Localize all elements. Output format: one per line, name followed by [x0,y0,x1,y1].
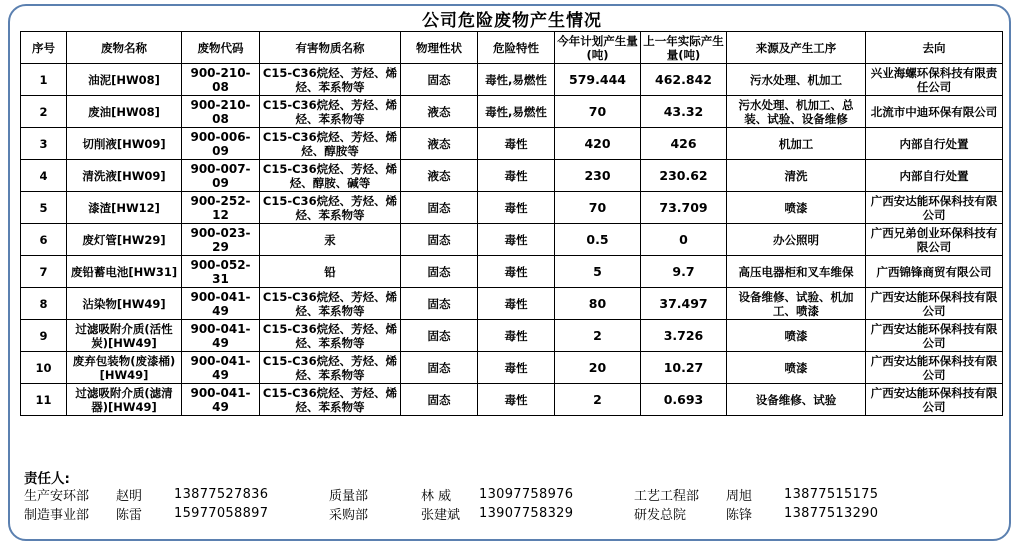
col-header: 废物代码 [182,32,260,64]
table-row [21,352,1003,384]
page-title: 公司危险废物产生情况 [422,11,602,31]
cell-plan: 2 [555,384,641,416]
cell-waste-code: 900-041-49 [182,384,260,416]
cell-property: 毒性 [478,352,555,384]
table-row [21,288,1003,320]
responsible-phone: 13877515175 [784,487,879,502]
col-header: 物理性状 [401,32,478,64]
cell-property: 毒性 [478,384,555,416]
cell-hazard: C15-C36烷烃、芳烃、烯烃、苯系物等 [260,288,401,320]
cell-hazard: 铅 [260,256,401,288]
cell-source: 喷漆 [727,192,866,224]
cell-last-year: 230.62 [641,160,727,192]
table-row [21,384,1003,416]
cell-property: 毒性 [478,224,555,256]
responsible-dept: 工艺工程部 [634,489,700,504]
responsible-row [24,504,1004,523]
cell-last-year: 43.32 [641,96,727,128]
cell-plan: 70 [555,96,641,128]
cell-waste-code: 900-210-08 [182,96,260,128]
cell-plan: 70 [555,192,641,224]
cell-destination: 广西兄弟创业环保科技有限公司 [866,224,1003,256]
cell-waste-name: 废油[HW08] [67,96,182,128]
cell-waste-name: 清洗液[HW09] [67,160,182,192]
cell-plan: 230 [555,160,641,192]
cell-state: 固态 [401,384,478,416]
cell-plan: 2 [555,320,641,352]
cell-hazard: C15-C36烷烃、芳烃、烯烃、苯系物等 [260,352,401,384]
cell-property: 毒性,易燃性 [478,64,555,96]
responsible-name: 赵明 [116,489,143,504]
cell-property: 毒性 [478,256,555,288]
cell-no: 1 [21,64,67,96]
cell-hazard: C15-C36烷烃、芳烃、烯烃、苯系物等 [260,192,401,224]
cell-destination: 北流市中迪环保有限公司 [866,96,1003,128]
col-header: 废物名称 [67,32,182,64]
cell-no: 8 [21,288,67,320]
cell-waste-code: 900-210-08 [182,64,260,96]
cell-destination: 广西安达能环保科技有限公司 [866,384,1003,416]
responsible-dept: 质量部 [329,489,369,504]
responsible-name: 周旭 [726,489,753,504]
cell-waste-name: 废灯管[HW29] [67,224,182,256]
cell-source: 喷漆 [727,352,866,384]
cell-source: 设备维修、试验、机加工、喷漆 [727,288,866,320]
cell-waste-code: 900-252-12 [182,192,260,224]
cell-source: 喷漆 [727,320,866,352]
cell-waste-code: 900-052-31 [182,256,260,288]
responsible-name: 陈锋 [726,508,753,523]
cell-source: 污水处理、机加工 [727,64,866,96]
responsible-phone: 15977058897 [174,506,269,521]
cell-plan: 420 [555,128,641,160]
cell-waste-code: 900-041-49 [182,320,260,352]
cell-hazard: C15-C36烷烃、芳烃、烯烃、苯系物等 [260,64,401,96]
col-header: 序号 [21,32,67,64]
responsible-phone: 13877527836 [174,487,269,502]
col-header: 有害物质名称 [260,32,401,64]
responsible-heading: 责任人: [24,471,70,487]
responsible-dept: 采购部 [329,508,369,523]
cell-no: 5 [21,192,67,224]
cell-destination: 兴业海螺环保科技有限责任公司 [866,64,1003,96]
cell-no: 10 [21,352,67,384]
cell-waste-name: 漆渣[HW12] [67,192,182,224]
cell-last-year: 0 [641,224,727,256]
cell-last-year: 462.842 [641,64,727,96]
cell-destination: 广西锦锋商贸有限公司 [866,256,1003,288]
cell-plan: 579.444 [555,64,641,96]
cell-waste-name: 废弃包装物(废漆桶)[HW49] [67,352,182,384]
cell-no: 6 [21,224,67,256]
cell-plan: 5 [555,256,641,288]
cell-waste-code: 900-041-49 [182,288,260,320]
cell-state: 固态 [401,288,478,320]
table-row [21,160,1003,192]
cell-property: 毒性 [478,160,555,192]
cell-hazard: C15-C36烷烃、芳烃、烯烃、醇胺等 [260,128,401,160]
cell-property: 毒性 [478,320,555,352]
cell-waste-code: 900-007-09 [182,160,260,192]
cell-no: 9 [21,320,67,352]
cell-state: 液态 [401,96,478,128]
cell-waste-name: 过滤吸附介质(滤清器)[HW49] [67,384,182,416]
cell-source: 办公照明 [727,224,866,256]
cell-destination: 广西安达能环保科技有限公司 [866,192,1003,224]
table-row [21,96,1003,128]
col-header: 今年计划产生量(吨) [555,32,641,64]
table-row [21,64,1003,96]
cell-state: 固态 [401,352,478,384]
cell-source: 清洗 [727,160,866,192]
responsible-dept: 生产安环部 [24,489,90,504]
cell-property: 毒性 [478,288,555,320]
cell-state: 液态 [401,128,478,160]
cell-waste-code: 900-023-29 [182,224,260,256]
cell-state: 固态 [401,64,478,96]
cell-source: 高压电器柜和叉车维保 [727,256,866,288]
cell-property: 毒性,易燃性 [478,96,555,128]
cell-waste-code: 900-006-09 [182,128,260,160]
responsible-section [24,467,1004,523]
cell-last-year: 3.726 [641,320,727,352]
col-header: 上一年实际产生量(吨) [641,32,727,64]
responsible-name: 林 威 [421,489,452,504]
cell-hazard: C15-C36烷烃、芳烃、烯烃、苯系物等 [260,384,401,416]
table-row [21,128,1003,160]
responsible-phone: 13907758329 [479,506,574,521]
cell-state: 固态 [401,224,478,256]
cell-source: 机加工 [727,128,866,160]
responsible-name: 陈雷 [116,508,143,523]
cell-destination: 广西安达能环保科技有限公司 [866,320,1003,352]
cell-no: 7 [21,256,67,288]
responsible-dept: 研发总院 [634,508,687,523]
cell-destination: 内部自行处置 [866,160,1003,192]
cell-property: 毒性 [478,192,555,224]
table-row [21,224,1003,256]
cell-last-year: 73.709 [641,192,727,224]
cell-source: 污水处理、机加工、总装、试验、设备维修 [727,96,866,128]
cell-no: 3 [21,128,67,160]
responsible-row [24,485,1004,504]
cell-source: 设备维修、试验 [727,384,866,416]
cell-destination: 广西安达能环保科技有限公司 [866,288,1003,320]
table-row [21,320,1003,352]
cell-no: 4 [21,160,67,192]
cell-waste-name: 沾染物[HW49] [67,288,182,320]
cell-hazard: C15-C36烷烃、芳烃、烯烃、苯系物等 [260,320,401,352]
cell-last-year: 10.27 [641,352,727,384]
cell-last-year: 426 [641,128,727,160]
cell-waste-name: 废铅蓄电池[HW31] [67,256,182,288]
waste-table [20,31,1003,416]
table-row [21,192,1003,224]
cell-last-year: 0.693 [641,384,727,416]
cell-waste-name: 切削液[HW09] [67,128,182,160]
responsible-phone: 13097758976 [479,487,574,502]
cell-hazard: C15-C36烷烃、芳烃、烯烃、苯系物等 [260,96,401,128]
cell-hazard: C15-C36烷烃、芳烃、烯烃、醇胺、碱等 [260,160,401,192]
cell-state: 固态 [401,320,478,352]
cell-plan: 0.5 [555,224,641,256]
table-row [21,256,1003,288]
cell-property: 毒性 [478,128,555,160]
cell-plan: 20 [555,352,641,384]
responsible-phone: 13877513290 [784,506,879,521]
cell-last-year: 37.497 [641,288,727,320]
cell-waste-name: 过滤吸附介质(活性炭)[HW49] [67,320,182,352]
responsible-name: 张建斌 [421,508,461,523]
cell-last-year: 9.7 [641,256,727,288]
cell-state: 液态 [401,160,478,192]
cell-destination: 内部自行处置 [866,128,1003,160]
cell-hazard: 汞 [260,224,401,256]
cell-waste-name: 油泥[HW08] [67,64,182,96]
cell-state: 固态 [401,192,478,224]
col-header: 去向 [866,32,1003,64]
cell-state: 固态 [401,256,478,288]
col-header: 来源及产生工序 [727,32,866,64]
col-header: 危险特性 [478,32,555,64]
cell-no: 11 [21,384,67,416]
table-header-row [21,32,1003,64]
cell-no: 2 [21,96,67,128]
cell-plan: 80 [555,288,641,320]
cell-waste-code: 900-041-49 [182,352,260,384]
cell-destination: 广西安达能环保科技有限公司 [866,352,1003,384]
responsible-dept: 制造事业部 [24,508,90,523]
